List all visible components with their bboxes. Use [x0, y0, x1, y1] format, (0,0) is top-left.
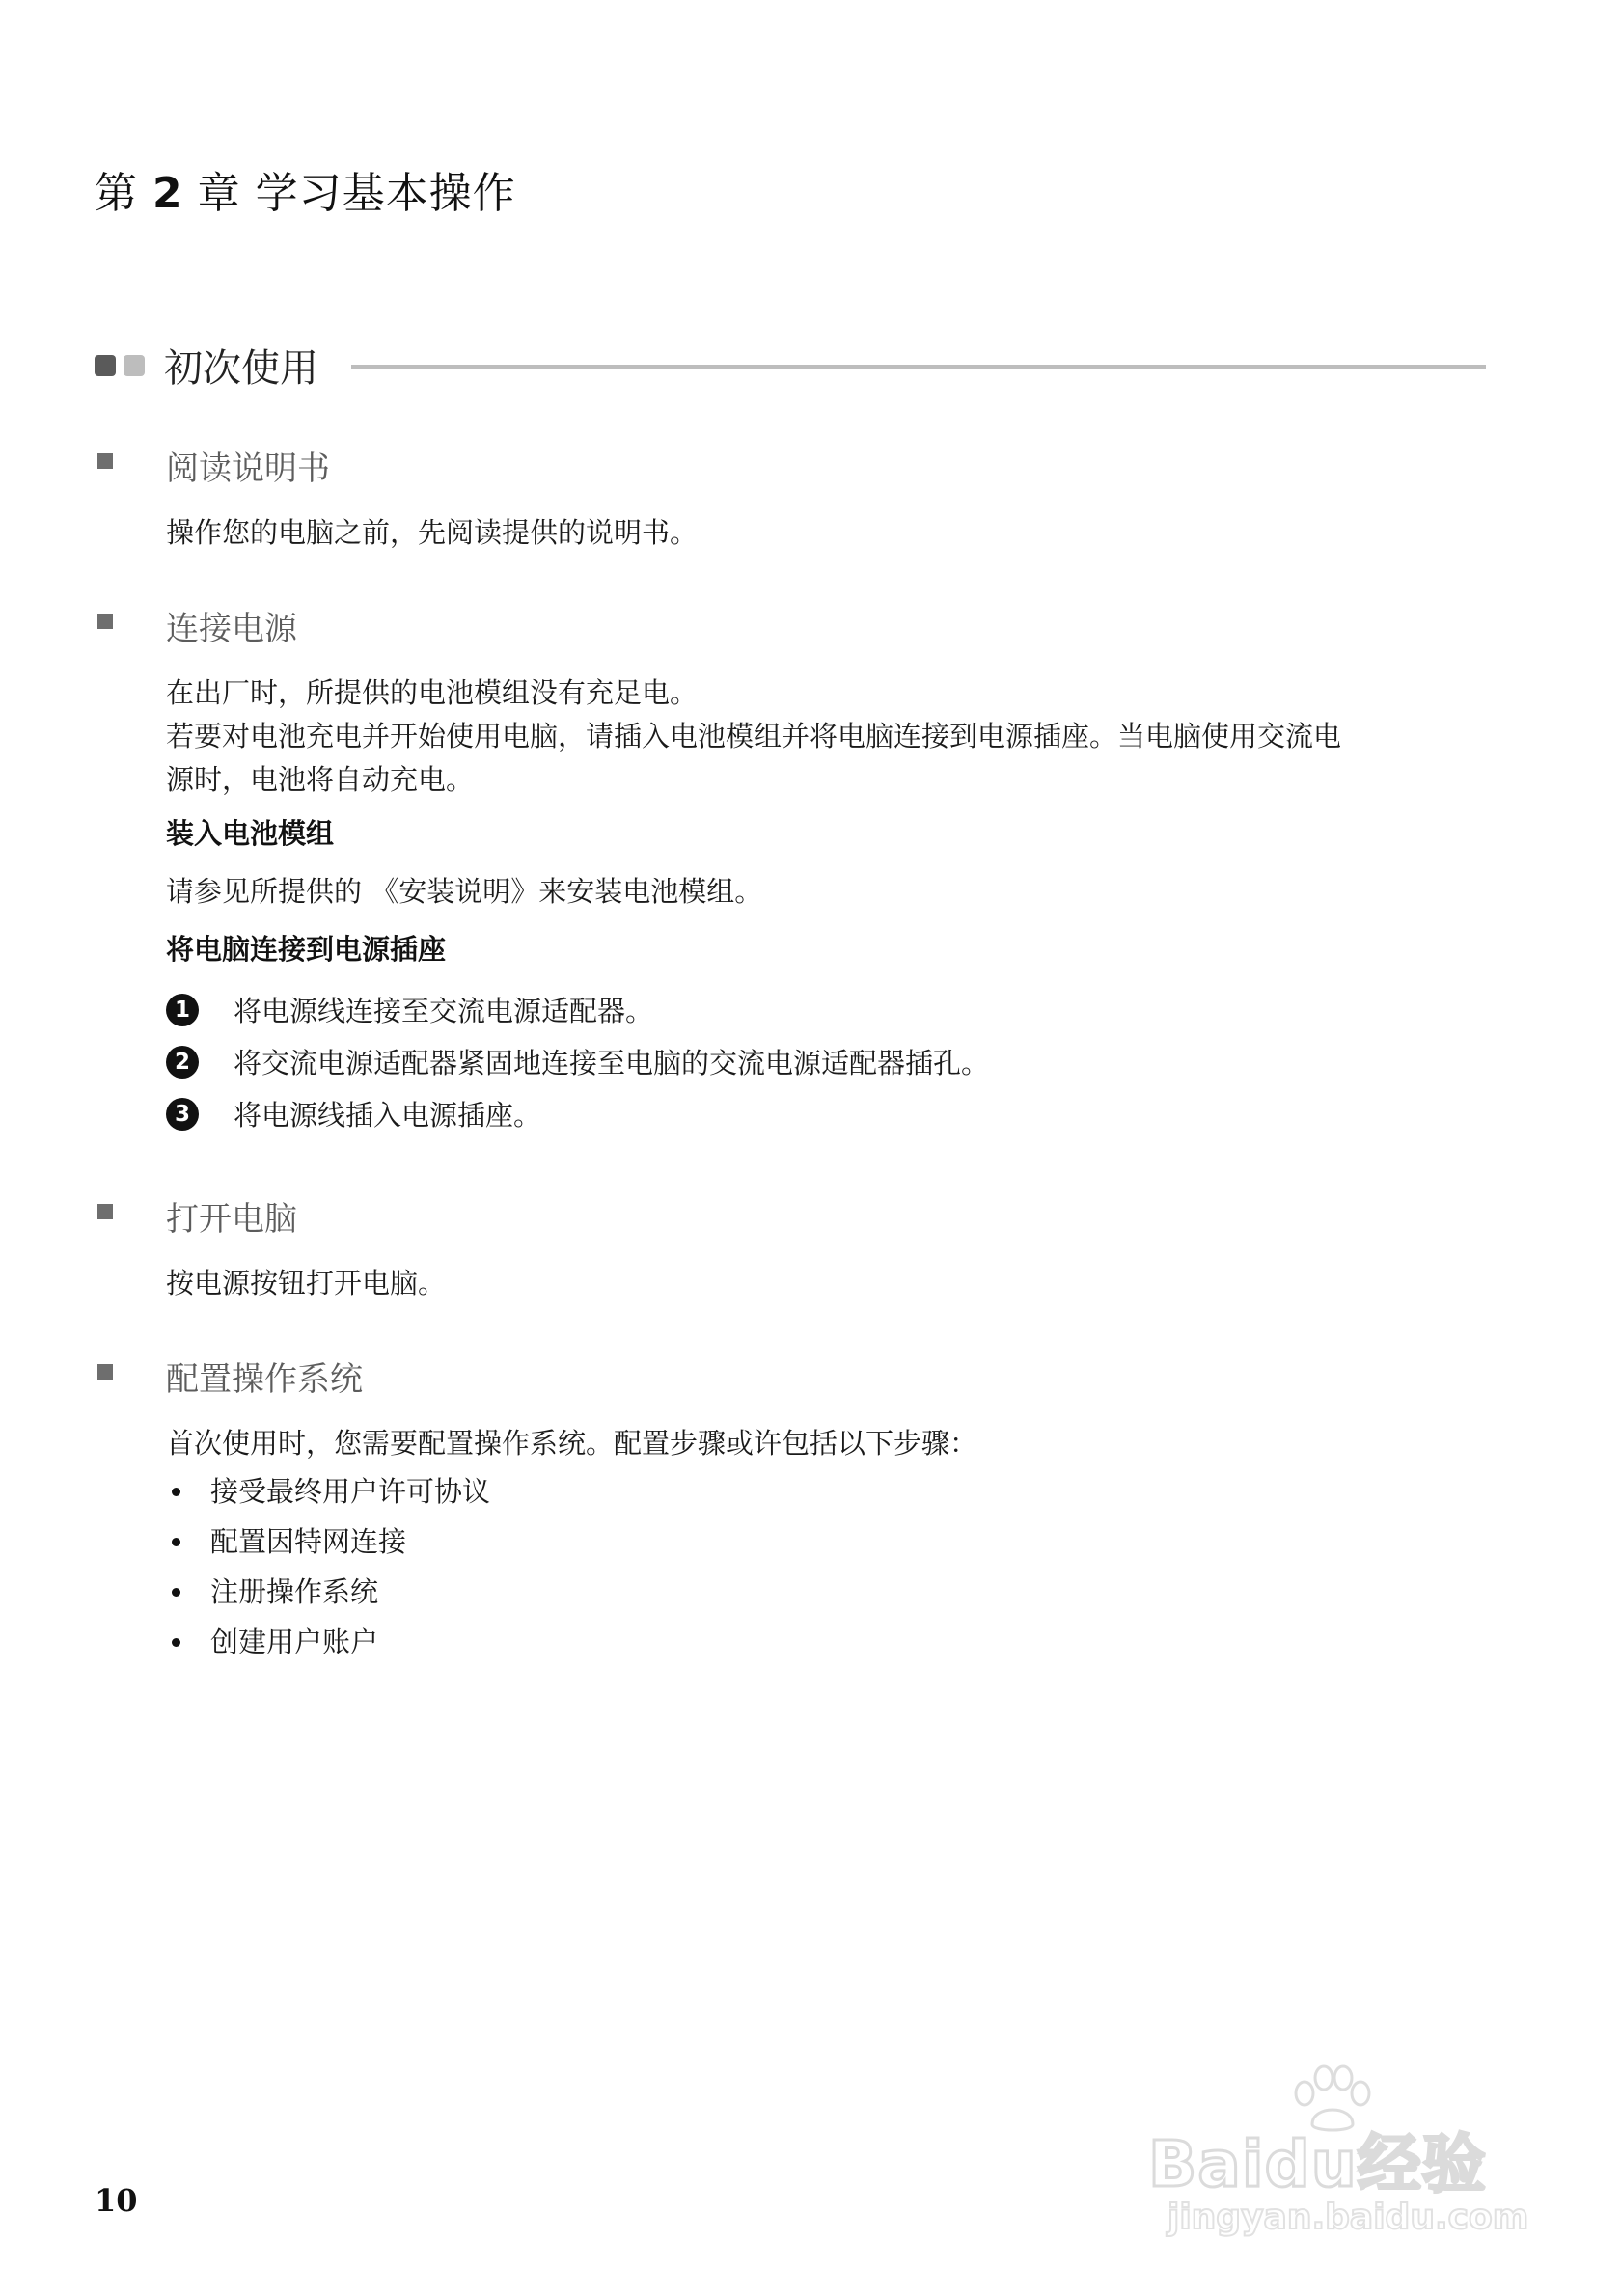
paragraph-line: 在出厂时，所提供的电池模组没有充足电。: [166, 676, 699, 709]
configure-os-intro: 首次使用时，您需要配置操作系统。配置步骤或许包括以下步骤：: [166, 1427, 978, 1460]
square-bullet-icon: [97, 453, 113, 469]
step-number-icon: 1: [166, 994, 199, 1026]
read-manual-text: 操作您的电脑之前，先阅读提供的说明书。: [166, 516, 699, 549]
list-item-text: 创建用户账户: [210, 1626, 379, 1658]
watermark-url: jingyan.baidu.com: [1168, 2198, 1529, 2237]
bullet-dot-icon: [172, 1638, 180, 1647]
chapter-number: 2: [152, 169, 183, 218]
subsection-heading: 打开电脑: [166, 1200, 297, 1239]
step-number-icon: 3: [166, 1098, 199, 1131]
section-marker-dark: [95, 355, 116, 376]
square-bullet-icon: [97, 1364, 113, 1380]
list-item-text: 配置因特网连接: [210, 1525, 407, 1558]
section-marker-light: [124, 355, 145, 376]
bullet-dot-icon: [172, 1588, 180, 1597]
square-bullet-icon: [97, 614, 113, 629]
subsection-heading: 阅读说明书: [166, 450, 330, 488]
paragraph-line: 源时，电池将自动充电。: [166, 763, 475, 796]
step-text: 将电源线插入电源插座。: [234, 1099, 542, 1132]
bullet-dot-icon: [172, 1538, 180, 1546]
power-on-text: 按电源按钮打开电脑。: [166, 1267, 447, 1299]
chapter-name: 章 学习基本操作: [182, 169, 516, 218]
watermark: [1148, 2064, 1534, 2257]
subsection-heading: 配置操作系统: [166, 1360, 363, 1399]
section-header: [95, 334, 1486, 392]
section-title: 初次使用: [164, 346, 318, 391]
step-number-icon: 2: [166, 1046, 199, 1079]
chapter-prefix: 第: [95, 169, 152, 218]
page-number: 10: [95, 2182, 138, 2219]
step-text: 将交流电源适配器紧固地连接至电脑的交流电源适配器插孔。: [234, 1047, 990, 1080]
subsection-heading: 连接电源: [166, 610, 297, 648]
list-item-text: 接受最终用户许可协议: [210, 1475, 491, 1508]
install-battery-heading: 装入电池模组: [166, 817, 335, 850]
connect-power-text: [166, 671, 1497, 802]
section-rule: [351, 365, 1486, 369]
bullet-dot-icon: [172, 1488, 180, 1496]
square-bullet-icon: [97, 1204, 113, 1219]
chapter-title: [95, 158, 516, 220]
watermark-brand: Baidu经验: [1148, 2127, 1487, 2201]
list-item-text: 注册操作系统: [210, 1575, 379, 1608]
step-text: 将电源线连接至交流电源适配器。: [234, 995, 654, 1027]
install-battery-text: 请参见所提供的 《安装说明》来安装电池模组。: [166, 875, 763, 908]
paragraph-line: 若要对电池充电并开始使用电脑，请插入电池模组并将电脑连接到电源插座。当电脑使用交流电: [166, 720, 1342, 752]
connect-outlet-heading: 将电脑连接到电源插座: [166, 933, 447, 966]
